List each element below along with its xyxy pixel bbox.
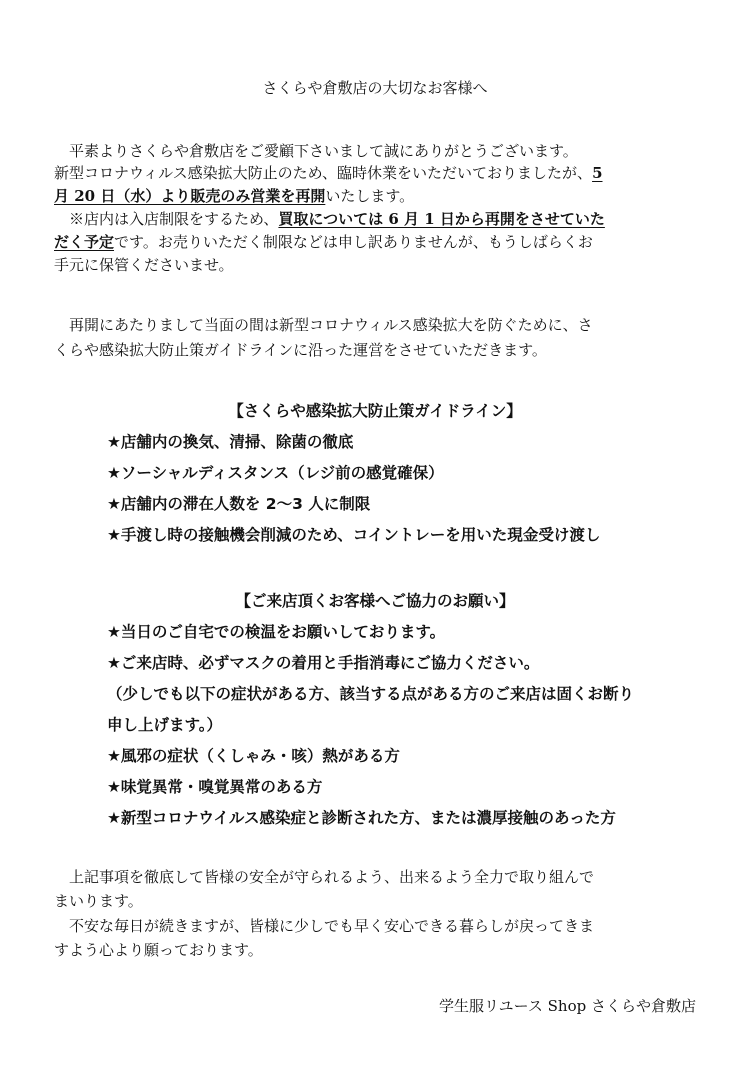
intro-paragraph-3 bbox=[54, 209, 698, 229]
closing-line-3: 不安な毎日が続きますが、皆様に少しでも早く安心できる暮らしが戻ってきま bbox=[54, 917, 595, 935]
intro-paragraph-2-cont bbox=[54, 186, 698, 206]
closing-line-4: すよう心より願っております。 bbox=[54, 941, 263, 959]
symptom-item: ★風邪の症状（くしゃみ・咳）熱がある方 bbox=[107, 747, 400, 765]
intro-paragraph-3-end: 手元に保管くださいませ。 bbox=[54, 256, 234, 274]
guideline-item: ★店舗内の換気、清掃、除菌の徹底 bbox=[107, 433, 354, 451]
intro-text: いたします。 bbox=[325, 187, 415, 205]
guideline-item: ★店舗内の滞在人数を 2～3 人に制限 bbox=[107, 495, 371, 513]
greeting: さくらや倉敷店の大切なお客様へ bbox=[262, 79, 488, 97]
guideline-item: ★ソーシャルディスタンス（レジ前の感覚確保） bbox=[107, 464, 444, 482]
intro-text: です。お売りいただく制限などは申し訳ありませんが、もうしばらくお bbox=[114, 233, 593, 251]
request-item: ★ご来店時、必ずマスクの着用と手指消毒にご協力ください。 bbox=[107, 654, 540, 672]
reopen-paragraph-line-2: くらや感染拡大防止策ガイドラインに沿った運営をさせていただきます。 bbox=[54, 341, 547, 359]
request-item: ★当日のご自宅での検温をお願いしております。 bbox=[107, 623, 446, 641]
buyback-highlight: 買取については 6 月 1 日から再開をさせていた bbox=[278, 210, 605, 228]
intro-paragraph-1: 平素よりさくらや倉敷店をご愛顧下さいまして誠にありがとうございます。 bbox=[54, 142, 578, 160]
reopen-date-highlight-cont: 月 20 日（水）より販売のみ営業を再開 bbox=[54, 187, 326, 205]
guideline-heading: 【さくらや感染拡大防止策ガイドライン】 bbox=[228, 402, 522, 420]
request-note-line-2: 申し上げます。） bbox=[107, 716, 223, 734]
symptom-item: ★味覚異常・嗅覚異常のある方 bbox=[107, 778, 323, 796]
request-note-line-1: （少しでも以下の症状がある方、該当する点がある方のご来店は固くお断り bbox=[107, 685, 635, 703]
intro-text: 新型コロナウィルス感染拡大防止のため、臨時休業をいただいておりましたが、 bbox=[54, 164, 593, 182]
guideline-item: ★手渡し時の接触機会削減のため、コイントレーを用いた現金受け渡し bbox=[107, 526, 601, 544]
reopen-paragraph-line-1: 再開にあたりまして当面の間は新型コロナウィルス感染拡大を防ぐために、さ bbox=[54, 316, 593, 334]
symptom-item: ★新型コロナウイルス感染症と診断された方、または濃厚接触のあった方 bbox=[107, 809, 616, 827]
closing-line-2: まいります。 bbox=[54, 892, 143, 910]
closing-line-1: 上記事項を徹底して皆様の安全が守られるよう、出来るよう全力で取り組んで bbox=[54, 868, 595, 886]
intro-paragraph-3-cont bbox=[54, 232, 698, 252]
buyback-highlight-cont: だく予定 bbox=[54, 233, 115, 251]
intro-text: ※店内は入店制限をするため、 bbox=[54, 210, 279, 228]
signature: 学生服リユース Shop さくらや倉敷店 bbox=[438, 997, 696, 1015]
intro-paragraph-2 bbox=[54, 163, 698, 183]
reopen-date-highlight: 5 bbox=[592, 164, 603, 182]
request-heading: 【ご来店頂くお客様へご協力のお願い】 bbox=[235, 592, 515, 610]
